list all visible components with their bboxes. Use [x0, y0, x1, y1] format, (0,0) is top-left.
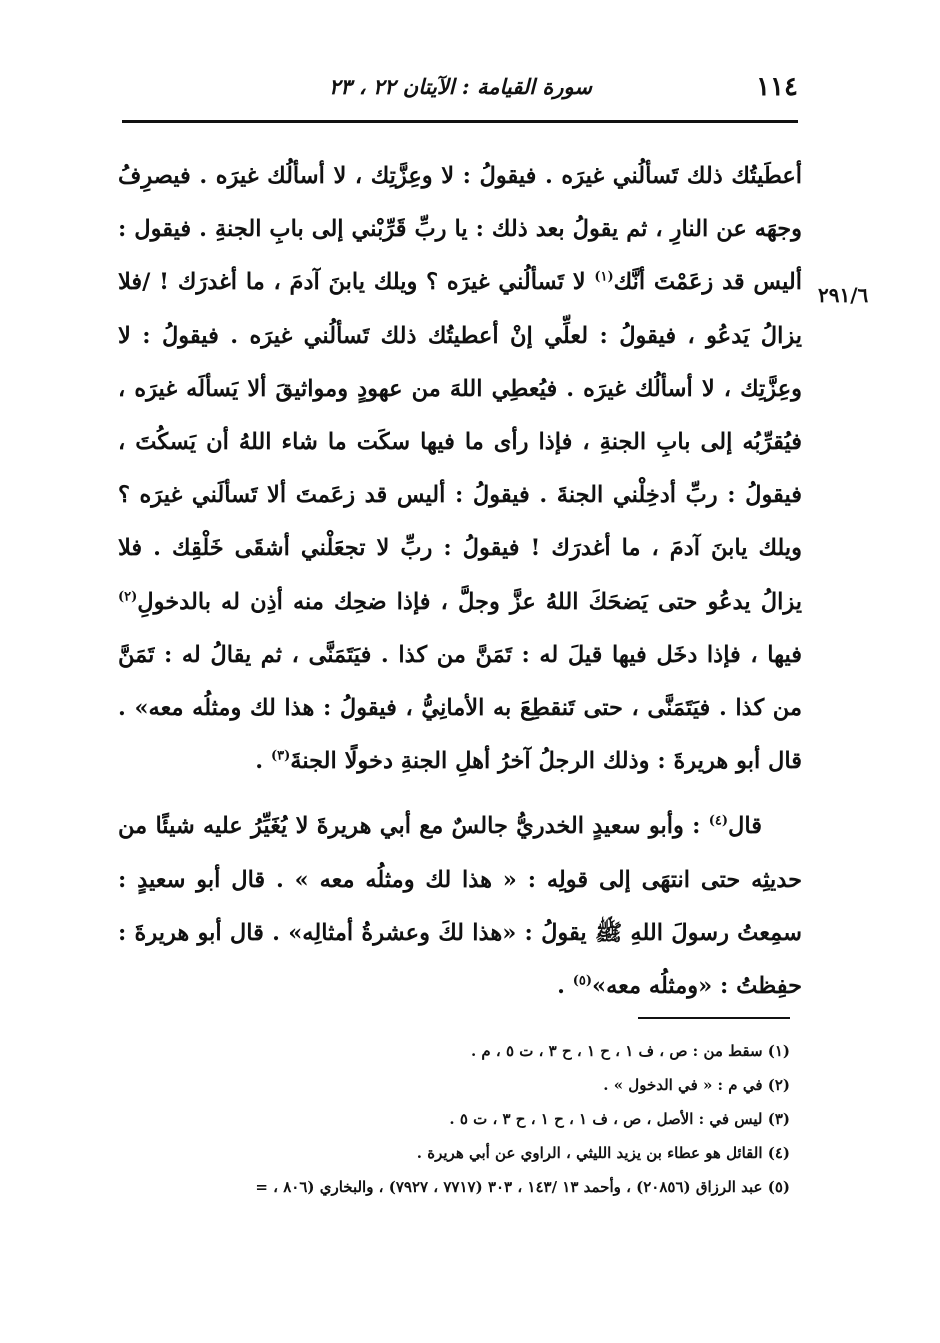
- page-header: [122, 60, 798, 116]
- paragraph-2: [118, 800, 802, 1013]
- footnote-1: (١) سقط من : ص ، ف ١ ، ح ١ ، ح ٣ ، ت ٥ ، م .: [470, 1042, 790, 1060]
- page-number: ١١٤: [756, 72, 798, 102]
- footnote-marker-2: (٢): [118, 589, 138, 605]
- paragraph-1-text-c: فيها ، فإذا دخَل فيها قيلَ له : تَمَنَّ من كذا . فيَتَمَنَّى ، ثم يقالُ له : تَمَنَّ من كذا . فيَتَمَنَّى ، حتى تَنقطِعَ به الأمانِيُّ ، فيقولُ : هذا لك ومثلُه معه» . قال أبو هريرةَ : وذلك الرجلُ آخرُ أهلِ الجنةِ دخولًا الجنةَ: [118, 641, 802, 775]
- footnote-marker-5: (٥): [572, 973, 593, 989]
- paragraph-2-text-c: .: [557, 973, 573, 1000]
- main-text: [118, 150, 802, 1013]
- footnote-rule: [638, 1017, 790, 1019]
- paragraph-1-text-d: .: [255, 748, 271, 775]
- paragraph-1-text-b: لا تَسألُني غيرَه ؟ ويلك يابنَ آدمَ ، ما أغدرَك ! /فلا يزالُ يَدعُو ، فيقولُ : لعلِّي إنْ أعطيتُك ذلك تَسألُني غيرَه . فيقولُ : لا وعِزَّتِك ، لا أسألُك غيرَه . فيُعطِي اللهَ من عهودٍ ومواثيقَ ألا يَسألَه غيرَه ، فيُقرِّبُه إلى بابِ الجنةِ ، فإذا رأى ما فيها سكَت ما شاء اللهُ أن يَسكُتَ ، فيقولُ : ربِّ أدخِلْني الجنةَ . فيقولُ : أليس قد زعَمتَ ألا تَسألَني غيرَه ؟ ويلك يابنَ آدمَ ، ما أغدرَك ! فيقولُ : ربِّ لا تجعَلْني أشقَى خَلْقِك . فلا يزالُ يدعُو حتى يَضحَكَ اللهُ عزَّ وجلَّ ، فإذا ضحِك منه أذِن له بالدخولِ: [118, 269, 802, 615]
- footnote-marker-4: (٤): [708, 813, 729, 829]
- footnote-4: (٤) القائل هو عطاء بن يزيد الليثي ، الراوي عن أبي هريرة .: [416, 1144, 790, 1162]
- footnote-3: (٣) ليس في : الأصل ، ص ، ف ١ ، ح ١ ، ح ٣ ، ت ٥ .: [449, 1110, 790, 1128]
- paragraph-1-text-a: أعطَيتُك ذلك تَسألُني غيرَه . فيقولُ : لا وعِزَّتِك ، لا أسألُك غيرَه . فيصرِفُ وجهَه عن النارِ ، ثم يقولُ بعد ذلك : يا ربِّ قَرِّبْني إلى بابِ الجنةِ . فيقول : أليس قد زعَمْتَ أنَّك: [118, 163, 802, 296]
- paragraph-1: [118, 150, 802, 788]
- footnote-marker-3: (٣): [270, 748, 291, 764]
- footnote-5: (٥) عبد الرزاق (٢٠٨٥٦) ، وأحمد ١٣ /١٤٣ ، ٣٠٣ (٧٧١٧ ، ٧٩٢٧) ، والبخاري (٨٠٦ ، =: [255, 1178, 790, 1196]
- footnotes: [100, 1034, 790, 1204]
- margin-reference: ٢٩١/٦: [818, 283, 869, 307]
- running-head: سورة القيامة : الآيتان ٢٢ ، ٢٣: [328, 74, 592, 99]
- header-rule: [122, 120, 798, 123]
- footnote-marker-1: (١): [594, 269, 614, 285]
- paragraph-2-text-b: : وأبو سعيدٍ الخدريُّ جالسٌ مع أبي هريرةَ لا يُغَيِّرُ عليه شيئًا من حديثِه حتى انتهَى إلى قولِه : « هذا لك ومثلُه معه » . قال أبو سعيدٍ : سمِعتُ رسولَ اللهِ ﷺ يقولُ : «هذا لكَ وعشرةُ أمثالِه» . قال أبو هريرةَ : حفِظتُ : «ومثلُه معه»: [118, 813, 802, 1000]
- footnote-2: (٢) في م : « في الدخول » .: [603, 1076, 790, 1094]
- paragraph-2-text-a: قال: [728, 813, 762, 840]
